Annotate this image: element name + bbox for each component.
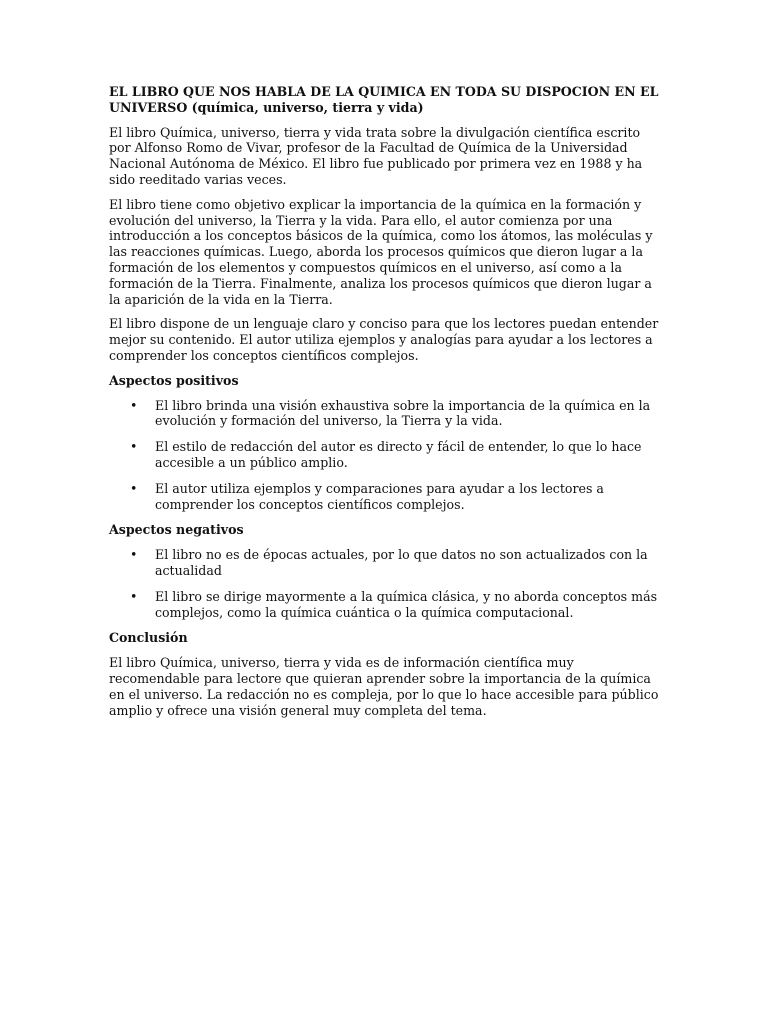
negative-aspects-list: [109, 547, 661, 620]
bullet-icon: •: [130, 439, 138, 455]
list-item: [109, 398, 661, 430]
list-item: [109, 481, 661, 513]
list-item-text: El autor utiliza ejemplos y comparaciones para ayudar a los lectores a comprender los conceptos científicos complejos.: [155, 480, 604, 512]
bullet-icon: •: [130, 397, 138, 413]
positive-aspects-list: [109, 398, 661, 513]
list-item-text: El libro no es de épocas actuales, por lo que datos no son actualizados con la actualidad: [155, 547, 648, 578]
list-item-text: El libro se dirige mayormente a la química clásica, y no aborda conceptos más complejos, como la química cuántica o la química computacional.: [155, 588, 658, 620]
list-item: [109, 439, 661, 471]
bullet-icon: •: [130, 547, 138, 563]
list-item-text: El estilo de redacción del autor es directo y fácil de entender, lo que lo hace accesible a un público amplio.: [155, 439, 642, 470]
bullet-icon: •: [130, 480, 138, 496]
conclusion-paragraph: El libro Química, universo, tierra y vida es de información científica muy recomendable para lectore que quieran aprender sobre la importancia de la química en el universo. La redacción no es compleja, por lo que lo hace accesible para público amplio y ofrece una visión general muy completa del tema.: [109, 655, 659, 718]
document-page: [109, 84, 661, 727]
conclusion-heading: Conclusión: [109, 630, 188, 646]
intro-paragraph: El libro tiene como objetivo explicar la importancia de la química en la formación y evolución del universo, la Tierra y la vida. Para ello, el autor comienza por una introducción a los conceptos básicos de la química, como los átomos, las moléculas y las reacciones químicas. Luego, aborda los procesos químicos que dieron lugar a la formación de los elementos y compuestos químicos en el universo, así como a la formación de la Tierra. Finalmente, analiza los procesos químicos que dieron lugar a la aparición de la vida en la Tierra.: [109, 196, 653, 307]
list-item: [109, 547, 661, 579]
positive-aspects-heading: Aspectos positivos: [109, 372, 239, 388]
document-title: EL LIBRO QUE NOS HABLA DE LA QUIMICA EN TODA SU DISPOCION EN EL UNIVERSO (química, universo, tierra y vida): [109, 84, 659, 115]
intro-paragraph: El libro dispone de un lenguaje claro y conciso para que los lectores puedan entender mejor su contenido. El autor utiliza ejemplos y analogías para ayudar a los lectores a comprender los conceptos científicos complejos.: [109, 316, 659, 363]
negative-aspects-heading: Aspectos negativos: [109, 522, 244, 538]
intro-paragraph: El libro Química, universo, tierra y vida trata sobre la divulgación científica escrito por Alfonso Romo de Vivar, profesor de la Facultad de Química de la Universidad Nacional Autónoma de México. El libro fue publicado por primera vez en 1988 y ha sido reeditado varias veces.: [109, 124, 643, 187]
list-item-text: El libro brinda una visión exhaustiva sobre la importancia de la química en la evolución y formación del universo, la Tierra y la vida.: [155, 397, 651, 429]
list-item: [109, 589, 661, 621]
bullet-icon: •: [130, 588, 138, 604]
